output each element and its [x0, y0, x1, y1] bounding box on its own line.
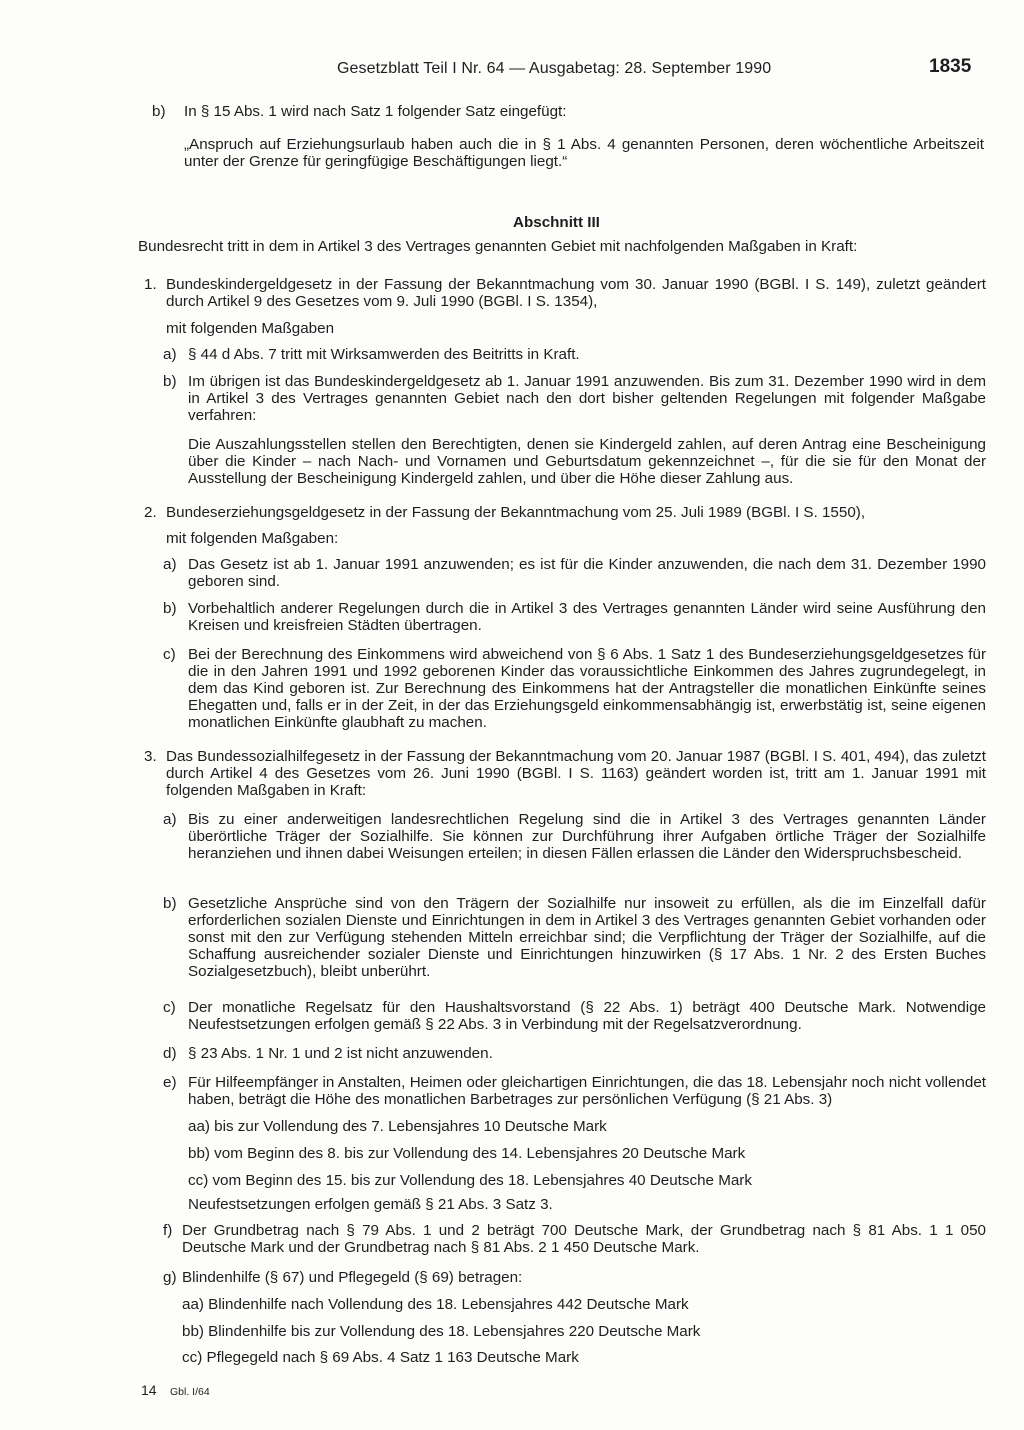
list-label: a) [163, 556, 177, 573]
item-number: 1. [144, 276, 157, 293]
list-item-text: Blindenhilfe (§ 67) und Pflegegeld (§ 69) betragen: [182, 1269, 523, 1286]
section-heading: Abschnitt III [513, 214, 600, 231]
list-item-text: Bis zu einer anderweitigen landesrechtlichen Regelung sind die in Artikel 3 des Vertrages genannten Länder überörtliche Träger der Sozialhilfe. Sie können zur Durchführung ihrer Aufgaben örtliche Träger der Sozialhilfe heranziehen und ihnen dabei Weisungen erteilen; in diesen Fällen erlassen die Länder den Widerspruchsbescheid. [188, 811, 986, 862]
list-item-text: Gesetzliche Ansprüche sind von den Trägern der Sozialhilfe nur insoweit zu erfüllen, als die im Einzelfall dafür erforderlichen sozialen Dienste und Einrichtungen in dem in Artikel 3 des Vertrages genannten Gebiet vorhanden oder sonst mit den zur Verfügung stehenden Mitteln erreichbar sind; die Verpflichtung der Träger der Sozialhilfe, auf die Schaffung ausreichender sozialer Dienste und Einrichtungen hinzuwirken (§ 17 Abs. 1 Nr. 2 des Ersten Buches Sozialgesetzbuch), bleibt unberührt. [188, 895, 986, 980]
item-number: 3. [144, 748, 157, 765]
item-text: Bundeserziehungsgeldgesetz in der Fassung der Bekanntmachung vom 25. Juli 1989 (BGBl. I S. 1550), [166, 504, 866, 521]
list-item-paragraph: Die Auszahlungsstellen stellen den Berechtigten, denen sie Kindergeld zahlen, auf deren Antrag eine Bescheinigung über die Kinder – nach Nach- und Vornamen und Geburtsdatum gekennzeichnet –, für die sie für den Monat der Ausstellung der Bescheinigung Kindergeld zahlen, und über die Höhe dieser Zahlung aus. [188, 436, 986, 487]
section-intro: Bundesrecht tritt in dem in Artikel 3 des Vertrages genannten Gebiet mit nachfolgenden Maßgaben in Kraft: [138, 238, 858, 255]
list-label: c) [163, 646, 176, 663]
list-label: b) [152, 103, 166, 120]
list-item-text: Im übrigen ist das Bundeskindergeldgesetz ab 1. Januar 1991 anzuwenden. Bis zum 31. Dezember 1990 wird in dem in Artikel 3 des Vertrages genannten Gebiet nach den dort bisher geltenden Regelungen mit folgender Maßgabe verfahren: [188, 373, 986, 424]
sub-list-item: aa) Blindenhilfe nach Vollendung des 18. Lebensjahres 442 Deutsche Mark [182, 1296, 689, 1313]
list-label: g) [163, 1269, 177, 1286]
quoted-insertion: „Anspruch auf Erziehungsurlaub haben auch die in § 1 Abs. 4 genannten Personen, deren wöchentliche Arbeitszeit unter der Grenze für geringfügige Beschäftigungen liegt.“ [184, 136, 984, 170]
list-label: b) [163, 373, 177, 390]
list-item-text: Vorbehaltlich anderer Regelungen durch die in Artikel 3 des Vertrages genannten Länder wird seine Ausführung den Kreisen und kreisfreien Städten übertragen. [188, 600, 986, 634]
sub-list-item: aa) bis zur Vollendung des 7. Lebensjahres 10 Deutsche Mark [188, 1118, 607, 1135]
sheet-number: 14 [141, 1382, 157, 1398]
list-label: c) [163, 999, 176, 1016]
sub-list-item: bb) Blindenhilfe bis zur Vollendung des 18. Lebensjahres 220 Deutsche Mark [182, 1323, 701, 1340]
item-intro: mit folgenden Maßgaben: [166, 530, 339, 547]
sub-list-item: bb) vom Beginn des 8. bis zur Vollendung des 14. Lebensjahres 20 Deutsche Mark [188, 1145, 746, 1162]
page-number: 1835 [929, 56, 972, 77]
list-label: a) [163, 811, 177, 828]
list-item-text: Der Grundbetrag nach § 79 Abs. 1 und 2 beträgt 700 Deutsche Mark, der Grundbetrag nach § 81 Abs. 1 1 050 Deutsche Mark und der Grundbetrag nach § 81 Abs. 2 1 450 Deutsche Mark. [182, 1222, 986, 1256]
list-item-text: In § 15 Abs. 1 wird nach Satz 1 folgender Satz eingefügt: [184, 103, 567, 120]
list-item-text: § 44 d Abs. 7 tritt mit Wirksamwerden des Beitritts in Kraft. [188, 346, 580, 363]
list-label: d) [163, 1045, 177, 1062]
page-header-title: Gesetzblatt Teil I Nr. 64 — Ausgabetag: 28. September 1990 [337, 60, 772, 77]
item-number: 2. [144, 504, 157, 521]
sub-list-item: cc) vom Beginn des 15. bis zur Vollendung des 18. Lebensjahres 40 Deutsche Mark [188, 1172, 752, 1189]
list-item-note: Neufestsetzungen erfolgen gemäß § 21 Abs. 3 Satz 3. [188, 1196, 553, 1213]
footer-code: Gbl. I/64 [170, 1386, 210, 1398]
sub-list-item: cc) Pflegegeld nach § 69 Abs. 4 Satz 1 163 Deutsche Mark [182, 1349, 579, 1366]
list-label: b) [163, 600, 177, 617]
list-item-text: Für Hilfeempfänger in Anstalten, Heimen oder gleichartigen Einrichtungen, die das 18. Lebensjahr noch nicht vollendet haben, beträgt die Höhe des monatlichen Barbetrages zur persönlichen Verfügung (§ 21 Abs. 3) [188, 1074, 986, 1108]
list-label: b) [163, 895, 177, 912]
list-item-text: Bei der Berechnung des Einkommens wird abweichend von § 6 Abs. 1 Satz 1 des Bundeserziehungsgeldgesetzes für die in den Jahren 1991 und 1992 geborenen Kinder das voraussichtliche Einkommen des Jahres zugrundegelegt, in dem das Kind geboren ist. Zur Berechnung des Einkommens hat der Antragsteller die monatlichen Einkünfte seines Ehegatten und, falls er in der Zeit, in der das Erziehungsgeld einkommensabhängig ist, erwerbstätig ist, seine eigenen monatlichen Einkünfte glaubhaft zu machen. [188, 646, 986, 731]
item-text: Das Bundessozialhilfegesetz in der Fassung der Bekanntmachung vom 20. Januar 1987 (BGBl. I S. 401, 494), das zuletzt durch Artikel 4 des Gesetzes vom 26. Juni 1990 (BGBl. I S. 1163) geändert worden ist, tritt am 1. Januar 1991 mit folgenden Maßgaben in Kraft: [166, 748, 986, 799]
list-item-text: § 23 Abs. 1 Nr. 1 und 2 ist nicht anzuwenden. [188, 1045, 493, 1062]
list-label: e) [163, 1074, 177, 1091]
list-label: f) [163, 1222, 173, 1239]
list-label: a) [163, 346, 177, 363]
list-item-text: Der monatliche Regelsatz für den Haushaltsvorstand (§ 22 Abs. 1) beträgt 400 Deutsche Mark. Notwendige Neufestsetzungen erfolgen gemäß § 22 Abs. 3 in Verbindung mit der Regelsatzverordnung. [188, 999, 986, 1033]
list-item-text: Das Gesetz ist ab 1. Januar 1991 anzuwenden; es ist für die Kinder anzuwenden, die nach dem 31. Dezember 1990 geboren sind. [188, 556, 986, 590]
item-text: Bundeskindergeldgesetz in der Fassung der Bekanntmachung vom 30. Januar 1990 (BGBl. I S. 149), zuletzt geändert durch Artikel 9 des Gesetzes vom 9. Juli 1990 (BGBl. I S. 1354), [166, 276, 986, 310]
item-intro: mit folgenden Maßgaben [166, 320, 335, 337]
